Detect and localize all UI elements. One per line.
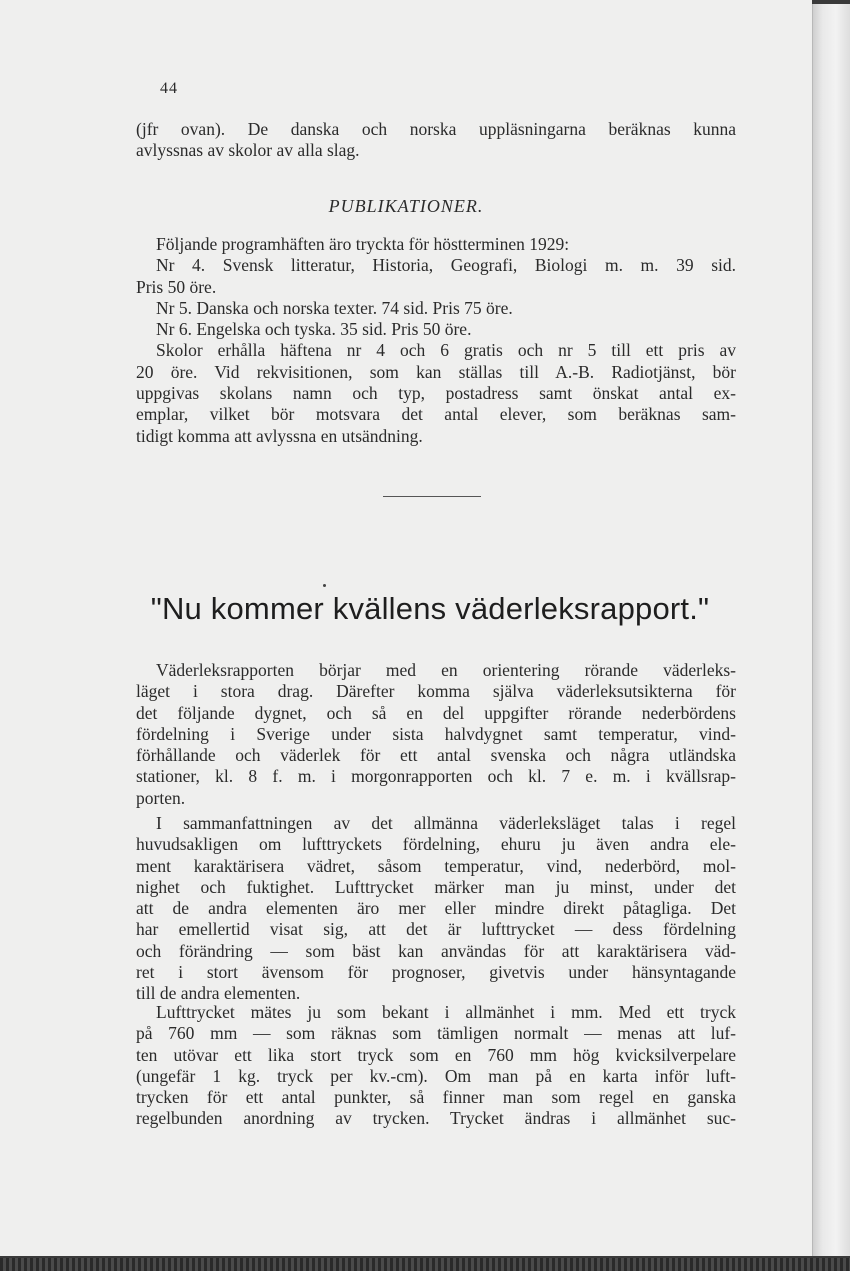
text-line: Pris 50 öre.: [136, 276, 217, 297]
article-paragraph-1: [136, 660, 736, 809]
text-line: 20 öre. Vid rekvisitionen, som kan ställas till A.-B. Radiotjänst, bör: [136, 361, 736, 382]
text-line: och förändring — som bäst kan användas för att karaktärisera väd-: [136, 940, 736, 961]
text-line: regelbunden anordning av trycken. Trycket ändras i allmänhet suc-: [136, 1108, 736, 1129]
text-line: till de andra elementen.: [136, 983, 301, 1004]
text-line: uppgivas skolans namn och typ, postadress samt önskat antal ex-: [136, 383, 736, 404]
text-line: läget i stora drag. Därefter komma själva väderleksutsikterna för: [136, 681, 736, 702]
text-line: tidigt komma att avlyssna en utsändning.: [136, 425, 423, 446]
text-line: det följande dygnet, och så en del uppgifter rörande nederbördens: [136, 702, 736, 723]
text-line: Nr 6. Engelska och tyska. 35 sid. Pris 50 öre.: [156, 319, 472, 340]
text-line: Nr 4. Svensk litteratur, Historia, Geografi, Biologi m. m. 39 sid.: [156, 255, 736, 276]
publications-heading: PUBLIKATIONER.: [328, 196, 484, 216]
text-line: (ungefär 1 kg. tryck per kv.-cm). Om man på en karta inför luft-: [136, 1065, 736, 1086]
text-line: att de andra elementen äro mer eller mindre direkt påtagliga. Det: [136, 898, 736, 919]
text-line: har emellertid visat sig, att det är lufttrycket — dess fördelning: [136, 919, 736, 940]
text-line: Följande programhäften äro tryckta för höstterminen 1929:: [156, 234, 570, 254]
text-line: ret i stort ävensom för prognoser, givetvis under hänsyntagande: [136, 962, 736, 983]
text-line: ment karaktärisera vädret, såsom temperatur, vind, nederbörd, mol-: [136, 855, 736, 876]
scan-background-strip: [0, 1258, 850, 1271]
article-paragraph-3: [136, 1002, 736, 1130]
next-page-edge: [812, 4, 850, 1256]
text-line: trycken för ett antal punkter, så finner man som regel en ganska: [136, 1087, 736, 1108]
intro-paragraph: [136, 119, 736, 162]
text-line: I sammanfattningen av det allmänna väderleksläget talas i regel: [156, 813, 736, 833]
text-line: avlyssnas av skolor av alla slag.: [136, 140, 360, 161]
ornament-dot: [323, 584, 326, 587]
text-line: på 760 mm — som räknas som tämligen normalt — menas att luf-: [136, 1023, 736, 1044]
text-line: emplar, vilket bör motsvara det antal elever, som beräknas sam-: [136, 404, 736, 425]
section-divider: [383, 496, 481, 497]
article-heading: "Nu kommer kvällens väderleksrapport.": [150, 591, 710, 626]
text-line: huvudsakligen om lufttryckets fördelning, ehuru ju även andra ele-: [136, 834, 736, 855]
text-line: förhållande och väderlek för ett antal svenska och några utländska: [136, 745, 736, 766]
text-line: Lufttrycket mätes ju som bekant i allmänhet i mm. Med ett tryck: [156, 1002, 736, 1022]
text-line: ten utövar ett lika stort tryck som en 760 mm hög kvicksilverpelare: [136, 1044, 736, 1065]
text-line: stationer, kl. 8 f. m. i morgonrapporten och kl. 7 e. m. i kvällsrap-: [136, 766, 736, 787]
article-paragraph-2: [136, 813, 736, 1005]
text-line: porten.: [136, 787, 186, 808]
page-number: 44: [160, 80, 178, 97]
text-line: Väderleksrapporten börjar med en orientering rörande väderleks-: [156, 660, 736, 680]
text-line: Nr 5. Danska och norska texter. 74 sid. Pris 75 öre.: [156, 297, 513, 318]
publications-section: [136, 234, 736, 447]
text-line: Skolor erhålla häftena nr 4 och 6 gratis och nr 5 till ett pris av: [156, 340, 736, 361]
text-line: nighet och fuktighet. Lufttrycket märker man ju minst, under det: [136, 876, 736, 897]
text-line: (jfr ovan). De danska och norska uppläsningarna beräknas kunna: [136, 119, 736, 139]
text-line: fördelning i Sverige under sista halvdygnet samt temperatur, vind-: [136, 723, 736, 744]
